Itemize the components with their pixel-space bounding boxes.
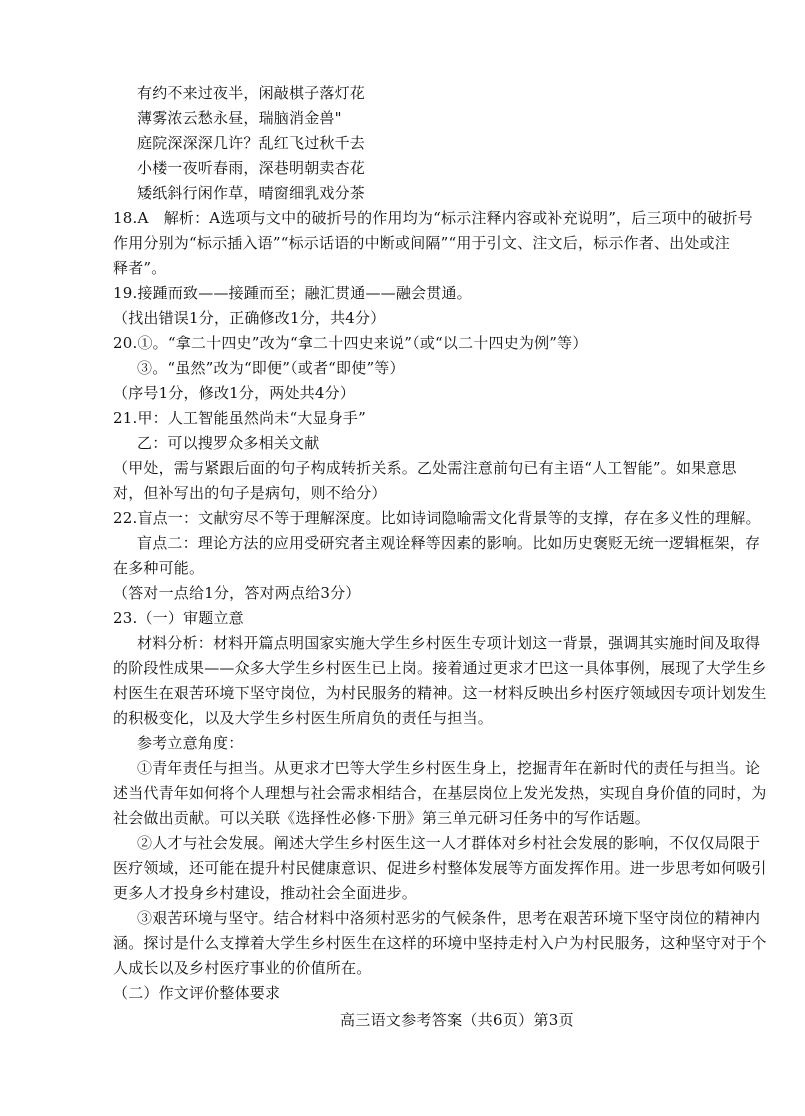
paragraph-line: 述当代青年如何将个人理想与社会需求相结合，在基层岗位上发光发热，实现自身价值的同时，为 [113, 784, 767, 802]
scoring-note: （答对一点给1分，答对两点给3分） [113, 584, 361, 602]
answer-18-cont: 作用分别为“标示插入语”“标示话语的中断或间隔”“用于引文、注文后，标示作者、出处或注 [113, 234, 730, 252]
paragraph-line: 更多人才投身乡村建设，推动社会全面进步。 [113, 884, 418, 902]
paragraph-line: 涵。探讨是什么支撑着大学生乡村医生在这样的环境中坚持走村入户为村民服务，这种坚守对于个 [113, 934, 767, 952]
answer-18-cont: 释者”。 [113, 259, 167, 277]
answer-20-cont: ③。“虽然”改为“即便”（或者“即使”等） [137, 359, 405, 377]
answer-18: 18.A 解析：A选项与文中的破折号的作用均为“标示注释内容或补充说明”，后三项中的破折号 [113, 209, 753, 227]
poem-line: 庭院深深深几许？乱红飞过秋千去 [137, 134, 366, 152]
page-footer: 高三语文参考答案（共6页）第3页 [340, 1011, 574, 1029]
scoring-note-cont: 对，但补写出的句子是病句，则不给分） [113, 484, 387, 502]
paragraph-line: 村医生在艰苦环境下坚守岗位，为村民服务的精神。这一材料反映出乡村医疗领域因专项计划发生 [113, 684, 767, 702]
paragraph-line: 的积极变化，以及大学生乡村医生所肩负的责任与担当。 [113, 709, 494, 727]
paragraph-line: ①青年责任与担当。从更求才巴等大学生乡村医生身上，挖掘青年在新时代的责任与担当。论 [137, 759, 761, 777]
answer-20: 20.①。“拿二十四史”改为“拿二十四史来说”（或“以二十四史为例”等） [113, 334, 588, 352]
poem-line: 矮纸斜行闲作草，晴窗细乳戏分茶 [137, 184, 366, 202]
poem-line: 薄雾浓云愁永昼，瑞脑消金兽" [137, 109, 342, 127]
paragraph-line: ②人才与社会发展。阐述大学生乡村医生这一人才群体对乡村社会发展的影响，不仅仅局限于 [137, 834, 761, 852]
poem-line: 小楼一夜听春雨，深巷明朝卖杏花 [137, 159, 366, 177]
paragraph-line: 人成长以及乡村医疗事业的价值所在。 [113, 959, 372, 977]
answer-21: 21.甲：人工智能虽然尚未“大显身手” [113, 409, 366, 427]
paragraph-line: 的阶段性成果——众多大学生乡村医生已上岗。接着通过更求才巴这一具体事例，展现了大学生乡 [113, 659, 767, 677]
subheading: 参考立意角度： [137, 734, 244, 752]
answer-22-cont: 在多种可能。 [113, 559, 205, 577]
scoring-note: （序号1分，修改1分，两处共4分） [113, 384, 356, 402]
answer-21-cont: 乙：可以搜罗众多相关文献 [137, 434, 320, 452]
answer-22-cont: 盲点二：理论方法的应用受研究者主观诠释等因素的影响。比如历史褒贬无统一逻辑框架，存 [137, 534, 761, 552]
paragraph-line: 社会做出贡献。可以关联《选择性必修·下册》第三单元研习任务中的写作话题。 [113, 809, 650, 827]
answer-22: 22.盲点一：文献穷尽不等于理解深度。比如诗词隐喻需文化背景等的支撑，存在多义性的理解。 [113, 509, 761, 527]
poem-line: 有约不来过夜半，闲敲棋子落灯花 [137, 84, 366, 102]
paragraph-line: ③艰苦环境与坚守。结合材料中洛须村恶劣的气候条件，思考在艰苦环境下坚守岗位的精神内 [137, 909, 761, 927]
answer-23-heading: 23.（一）审题立意 [113, 609, 244, 627]
paragraph-line: 医疗领域，还可能在提升村民健康意识、促进乡村整体发展等方面发挥作用。进一步思考如何吸引 [113, 859, 767, 877]
paragraph-line: 材料分析：材料开篇点明国家实施大学生乡村医生专项计划这一背景，强调其实施时间及取得 [137, 634, 761, 652]
answer-19: 19.接踵而致——接踵而至；融汇贯通——融会贯通。 [113, 284, 472, 302]
scoring-note: （找出错误1分，正确修改1分，共4分） [113, 309, 386, 327]
scoring-note: （甲处，需与紧跟后面的句子构成转折关系。乙处需注意前句已有主语“人工智能”。如果意思 [113, 459, 737, 477]
subheading: （二）作文评价整体要求 [113, 984, 281, 1002]
